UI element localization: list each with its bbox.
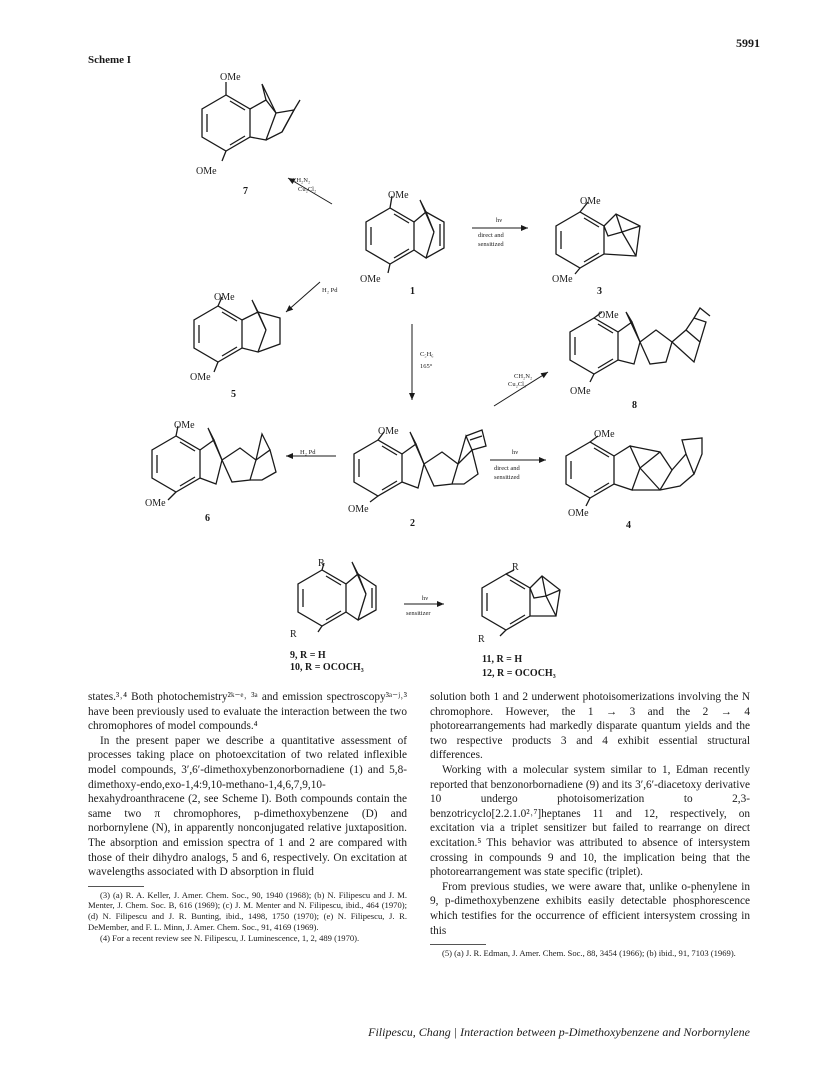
left-paragraph-2: In the present paper we describe a quantitative assessment of processes taking place on photoexcitation of two related inflexible model compounds, 3′,6′-dimethoxybenzonorbornadiene (1) and 5,8-dimethoxy-endo,exo-1,4:9,10-methano-1,4,6,7,9,10-hexahydroanthracene (2, see Scheme I). Both compounds contain the same two π chromophores, p-dimethoxybenzene (D) and norbornylene (N), in apparently nonconjugated relative juxtaposition. The absorption and emission spectra of 1 and 2 are compared with those of their dihydro analogs, 5 and 6, respectively. On excitation at wavelengths associated with D absorption in fluid	[88, 734, 407, 879]
reagent-9-to-11-b: sensitizer	[406, 610, 431, 617]
compound-10-label: 10, R = OCOCH₃	[290, 662, 364, 673]
compound-2-ome-bottom: OMe	[348, 504, 369, 515]
footnote-rule-right	[430, 944, 486, 945]
footnote-4: (4) For a recent review see N. Filipescu, J. Luminescence, 1, 2, 489 (1970).	[100, 933, 360, 944]
compound-3-ome-top: OMe	[580, 196, 601, 207]
compound-2-label: 2	[410, 518, 415, 529]
right-column	[430, 690, 750, 960]
compound-8-structure	[570, 308, 710, 382]
reagent-1-to-7-a: CH₂N₂	[292, 177, 311, 184]
compound-7-ome-top: OMe	[220, 72, 241, 83]
compound-4-structure	[566, 436, 702, 506]
compound-11-12-structure	[482, 570, 560, 636]
compound-11-12-r-bottom: R	[478, 634, 485, 645]
arrow-1-to-5	[286, 282, 320, 312]
compound-3-structure	[556, 202, 640, 274]
reagent-2-to-4-b: direct and	[494, 465, 520, 472]
right-footnotes	[430, 948, 750, 959]
reagent-1-to-3-b: direct and	[478, 232, 504, 239]
reagent-1-to-3-a: hν	[496, 217, 503, 224]
footnote-3: (3) (a) R. A. Keller, J. Amer. Chem. Soc., 90, 1940 (1968); (b) N. Filipescu and J. M. Menter, J. Chem. Soc. B, 616 (1969); (c) J. M. Menter and N. Filipescu, ibid., 464 (1970); (d) N. Filipescu and J. R. Bunting, ibid., 1498, 1750 (1970); (e) N. Filipescu, J. R. DeMember, and F. L. Minn, J. Amer. Chem. Soc., 91, 4169 (1969).	[88, 889, 407, 932]
right-paragraph-1: solution both 1 and 2 underwent photoisomerizations involving the N chromophore. However, the 1 → 3 and the 2 → 4 photorearrangements had markedly disparate quantum yields and the two respective products 3 and 4 exhibit essential structural differences.	[430, 691, 750, 762]
compound-1-structure	[366, 196, 444, 273]
reagent-1-to-2-b: 165°	[420, 363, 433, 370]
compound-6-structure	[152, 426, 276, 500]
compound-2-structure	[354, 430, 486, 502]
scheme-title: Scheme I	[88, 54, 132, 66]
reagent-9-to-11-a: hν	[422, 595, 429, 602]
reagent-1-to-5: H₂ Pd	[322, 287, 338, 294]
reagent-2-to-8-b: Cu₂Cl₂	[508, 381, 527, 388]
right-paragraph-3: From previous studies, we were aware that, unlike o-phenylene in 9, p-dimethoxybenzene exhibits easily detectable phosphorescence which testifies for the occurrence of efficient intersystem crossing in this	[430, 880, 750, 937]
compound-7-ome-bottom: OMe	[196, 166, 217, 177]
left-column	[88, 690, 407, 945]
compound-8-ome-bottom: OMe	[570, 386, 591, 397]
compound-6-ome-top: OMe	[174, 420, 195, 431]
compound-4-ome-top: OMe	[594, 429, 615, 440]
compound-9-10-structure	[298, 562, 376, 632]
reagent-1-to-2-a: C₅H₆	[420, 351, 434, 358]
footnote-5: (5) (a) J. R. Edman, J. Amer. Chem. Soc., 88, 3454 (1966); (b) ibid., 91, 7103 (1969).	[442, 948, 736, 959]
compound-6-label: 6	[205, 513, 210, 524]
footnote-rule-left	[88, 886, 144, 887]
compound-5-ome-bottom: OMe	[190, 372, 211, 383]
left-paragraph-1: states.³˒⁴ Both photochemistry²ᵏ⁻ᵉ˒ ³ᵃ and emission spectroscopy³ᵃ⁻ʲ˒³ have been previously used to evaluate the interaction between the two chromophores of model compounds.⁴	[88, 691, 407, 733]
reagent-2-to-6: H₂ Pd	[300, 449, 316, 456]
compound-9-label: 9, R = H	[290, 650, 326, 661]
compound-5-label: 5	[231, 389, 236, 400]
reagent-1-to-3-c: sensitized	[478, 241, 504, 248]
running-footer: Filipescu, Chang | Interaction between p-Dimethoxybenzene and Norbornylene	[368, 1025, 750, 1039]
compound-8-ome-top: OMe	[598, 310, 619, 321]
right-paragraph-2: Working with a molecular system similar to 1, Edman recently reported that benzonorbornadiene (9) and its 3′,6′-diacetoxy derivative 10 undergo photoisomerization to 2,3-benzotricyclo[2.2.1.0²˒⁷]heptanes 11 and 12, respectively, on excitation via a triplet sensitizer but failed to rearrange on direct excitation.⁵ This behavior was attributed to absence of intersystem crossing in compounds 9 and 10, the implication being that the photorearrangement was state specific (triplet).	[430, 763, 750, 879]
compound-2-ome-top: OMe	[378, 426, 399, 437]
compound-1-ome-bottom: OMe	[360, 274, 381, 285]
page-number: 5991	[736, 36, 760, 50]
compound-12-label: 12, R = OCOCH₃	[482, 668, 556, 679]
compound-1-ome-top: OMe	[388, 190, 409, 201]
compound-5-ome-top: OMe	[214, 292, 235, 303]
compound-1-label: 1	[410, 286, 415, 297]
compound-8-label: 8	[632, 400, 637, 411]
reagent-2-to-4-c: sensitized	[494, 474, 520, 481]
left-footnotes	[88, 890, 407, 944]
compound-9-10-r-top: R	[318, 558, 325, 569]
compound-6-ome-bottom: OMe	[145, 498, 166, 509]
compound-9-10-r-bottom: R	[290, 629, 297, 640]
compound-11-12-r-top: R	[512, 562, 519, 573]
compound-7-structure	[202, 82, 300, 161]
compound-4-ome-bottom: OMe	[568, 508, 589, 519]
reagent-2-to-4-a: hν	[512, 449, 519, 456]
reagent-1-to-7-b: Cu₂Cl₂	[298, 186, 317, 193]
compound-7-label: 7	[243, 186, 248, 197]
compound-3-label: 3	[597, 286, 602, 297]
compound-5-structure	[194, 297, 280, 372]
compound-3-ome-bottom: OMe	[552, 274, 573, 285]
compound-4-label: 4	[626, 520, 631, 531]
reagent-2-to-8-a: CH₂N₂	[514, 373, 533, 380]
compound-11-label: 11, R = H	[482, 654, 523, 665]
